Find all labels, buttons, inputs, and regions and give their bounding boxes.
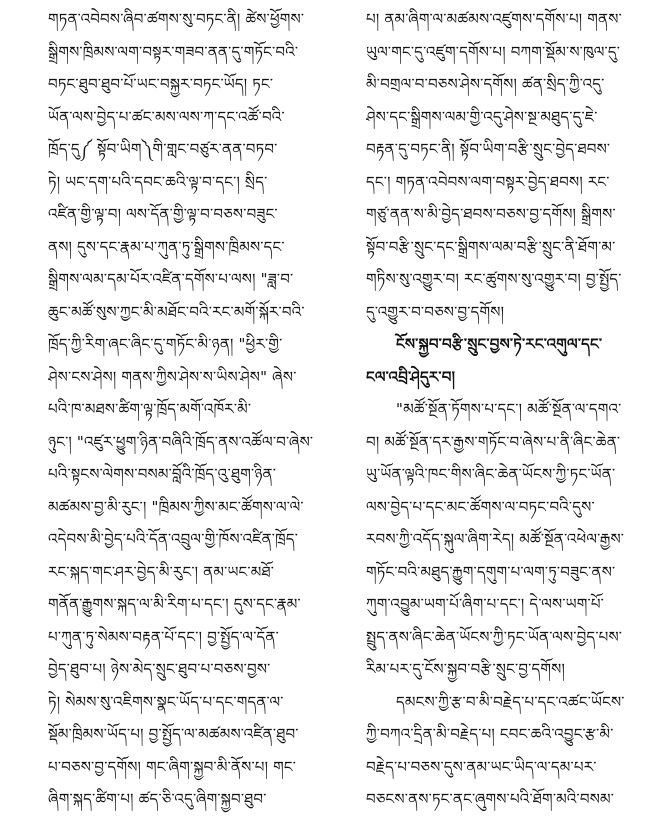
- text-line: རང་སྐད་གང་ཤར་བྱེད་མི་རུང་། ནམ་ཡང་མཐོ་: [48, 562, 275, 581]
- text-line: སྤྲུད་ནས་ཞིང་ཆེན་ཡོངས་ཀྱི་ཏང་ཡོན་ལས་བྱེད་པས་: [366, 627, 623, 646]
- section-heading-continued: ངལ་འབྲི་ཤེདུར་བ།: [366, 367, 456, 386]
- text-line: ཁྲོད་ཀྱི་རིག་ཞང་ཞིང་དུ་གཏོང་མི་ཉན། "ཕྱིར་གྱི་: [48, 335, 283, 353]
- text-line: ཏེ། ཡང་དག་པའི་དབང་ཆའི་ལྟ་བ་དང་། སྲིད་: [48, 172, 268, 191]
- text-line: པ། ནམ་ཞིག་ལ་མཚམས་འཛུགས་དགོས་པ། གནས་: [366, 10, 622, 28]
- text-line: པའི་སྟངས་ལེགས་བསམ་བློའི་ཁྲོད་འུ་ཐུག་ཉིན་: [48, 465, 277, 483]
- text-line: གནོན་རྒྱུགས་སྐད་ལ་མི་རིག་པ་དང་། དུས་དང་རྣམ་: [48, 595, 301, 613]
- text-line: ལས་བྱེད་པ་དང་མང་ཚོགས་ལ་བཏང་བའི་དུས་: [366, 497, 595, 516]
- text-line: ཡོན་ལས་བྱེད་པ་ཚང་མས་ལས་ཀ་དང་འཚོ་བའི་: [48, 107, 285, 126]
- text-line: དང་། གཏན་འབེབས་ལག་བསྟར་བྱེད་ཐབས། རང་: [366, 172, 610, 191]
- text-line: ཀྱི་བཀའ་དྲིན་མི་བརྗེད་པ། ངབང་ཆའི་འབྱུང་རྩ་མི་: [366, 725, 614, 743]
- text-line: ཞིག་སྐད་ཚིག་པ། ཚད་ཅི་འདུ་ཞིག་སྐྱབ་ཐུབ་: [48, 790, 267, 808]
- text-line: གཙུ་ནན་ས་མི་བྱེད་ཐབས་བཅས་བྱ་དགོས། སྒྲིགས་: [366, 205, 616, 223]
- text-line: འཛིན་གྱི་ལྟ་བ། ལས་དོན་གྱི་ལྟ་བ་བཅས་བཟུང་: [48, 205, 278, 223]
- text-line: བ། མཚོ་སྔོན་དར་རྒྱས་གཏོང་བ་ཞེས་པ་ནི་ཞིང་ཆེན་: [366, 432, 621, 451]
- text-line: གཏོང་བའི་མཐུད་རྐྱུག་དགུག་པ་ལག་ཏུ་བཟུང་ནས་: [366, 562, 616, 581]
- text-line: ཤེས་ངས་ཤེས། གནས་ཀྱིས་ཤེས་ས་ཡིས་ཤེས" ཞེས་: [48, 367, 297, 386]
- text-line: གཏན་འབེབས་ཞིབ་ཚགས་སུ་བཏང་ནི། ཚེས་ཕྱོགས་: [48, 10, 305, 28]
- text-line: བཅངས་ནས་ཏང་ནང་ཞུགས་པའི་ཐོག་མའི་བསམ་: [366, 790, 615, 808]
- text-line: སྡོམ་ཁྲིམས་ཡོད་པ། བྱ་སྤྱོད་ལ་མཚམས་འཛིན་ཐུབ་: [48, 725, 299, 743]
- text-line: པ་ཀུན་ཏུ་སེམས་བརྟན་པོ་དང་། བྱ་སྤྱོད་ལ་དོན་: [48, 627, 279, 646]
- paragraph-first-line: "མཚོ་སྔོན་ཏོགས་པ་དང་། མཚོ་སྔོན་ལ་དགའ་: [396, 400, 622, 418]
- text-line: བཏང་ཐུབ་ཐུབ་པོ་ཡང་བསྐྱར་བཏང་ཡོད། ཏང་: [48, 75, 274, 93]
- text-line: ནས། དུས་དང་རྣམ་པ་ཀུན་ཏུ་སྒྲིགས་ཁྲིམས་དང་: [48, 237, 285, 256]
- text-line: བརྗེད་པ་བཅས་དུས་ནམ་ཡང་ཡིད་ལ་དམ་པར་: [366, 757, 597, 776]
- text-line: ཁྲོད་དུ༼ སྟོབ་ཡིག༽གི་གླང་བཙུར་ནན་བཏབ་: [48, 140, 278, 158]
- text-line: ཏེ། སེམས་སུ་འཇིགས་སྣང་ཡོད་པ་དང་གདན་ལ་: [48, 692, 284, 711]
- text-line: རབས་ཀྱི་འདོད་སྐུལ་ཞིག་རེད། མཚོ་སྔོན་འཕེལ་རྒྱས་: [366, 530, 625, 548]
- left-column: [48, 0, 348, 820]
- text-line: ཡུ་ཡོན་ལྟའི་ཁང་གིས་ཞིང་ཆེན་ཡོངས་ཀྱི་ཏང་ཡོན་: [366, 465, 616, 483]
- text-line: འདེབས་མི་བྱེད་པའི་དོན་འབྲུལ་གྱི་ཁོས་འཛིན་ཁྲོད་: [48, 530, 299, 548]
- text-line: ཉུང་། "འཛུར་ཕྱུག་ཉིན་བཞིའི་ཁྲོད་ནས་འཚོལ་བ་ཞེས་: [48, 432, 314, 451]
- paragraph-first-line: དམངས་ཀྱི་རྩ་བ་མི་བརྗེད་པ་དང་འཚང་ཡོངས་: [396, 692, 625, 711]
- text-line: གཏིས་སུ་འགྱུར་བ། རང་ཚུགས་སུ་འགྱུར་བ། བྱ་སྤྱོད་: [366, 270, 622, 288]
- text-line: སྒྲིགས་ཁྲིམས་ལག་བསྟར་གཟབ་ནན་དུ་གཏོང་བའི་: [48, 42, 299, 61]
- text-line: སྟོབ་བརྩི་སྲུང་དང་སྒྲིགས་ལམ་བརྩི་སྲུང་ནི་ཐོག་མ་: [366, 237, 616, 256]
- text-line: བྱེད་ཐུབ་པ། ཉེས་མེད་སྲུང་ཐུབ་པ་བཅས་བྱས་: [48, 660, 271, 678]
- text-line: མི་བགྲལ་བ་བཅས་ཤེས་དགོས། ཚན་སྲིད་ཀྱི་འདུ་: [366, 75, 605, 93]
- text-line: ཀུག་འབྱུམ་ཡག་པོ་ཞིག་པ་དང་། དེ་ལས་ཡག་པོ་: [366, 595, 605, 613]
- text-line: ཤེས་དང་སྒྲིགས་ལམ་གྱི་འདུ་ཤེས་སྔ་མཐུད་དུ་ཇེ་: [366, 107, 598, 126]
- text-line: བརྟན་དུ་བཏང་ནི། སྟོབ་ཡིག་བརྩི་སྲུང་བྱེད་ཐབས་: [366, 140, 611, 158]
- section-heading: ངོས་སྐྱབ་བརྩི་སྲུང་བྱས་ཏེ་རང་འགུལ་དང་: [396, 335, 603, 353]
- right-column: [366, 0, 666, 820]
- text-line: ཆུང་མཚོ་སུས་ཀྱང་མི་མཐོང་བའི་རང་མགོ་སྐོར་བའི་: [48, 302, 305, 321]
- text-line: ཡུལ་གང་དུ་འཛུག་དགོས་པ། བཀག་སྡོམ་ས་ཁུལ་དུ་: [366, 42, 621, 61]
- text-line: པའི་ཁ་མཐས་ཚིག་ལྟ་ཁྲོད་མགོ་འཁོར་མི་: [48, 400, 252, 418]
- text-line: པ་བཅས་བྱ་དགོས། གང་ཞིག་སྐྱབ་མི་ནོས་པ། གང་: [48, 757, 297, 776]
- text-line: དུ་འགྱུར་བ་བཅས་བྱ་དགོས།: [366, 302, 505, 321]
- text-line: རིམ་པར་དུ་ངོས་སྐྱབ་བརྩི་སྲུང་བྱ་དགོས།: [366, 660, 566, 678]
- text-line: སྒྲིགས་ལམ་དམ་པོར་འཛིན་དགོས་པ་ལས། "ཟླ་བ་: [48, 270, 294, 288]
- text-line: མཚམས་བྱ་མི་རུང་། "ཁྲིམས་ཀྱིས་མང་ཚོགས་ལ་ལེ་: [48, 497, 304, 516]
